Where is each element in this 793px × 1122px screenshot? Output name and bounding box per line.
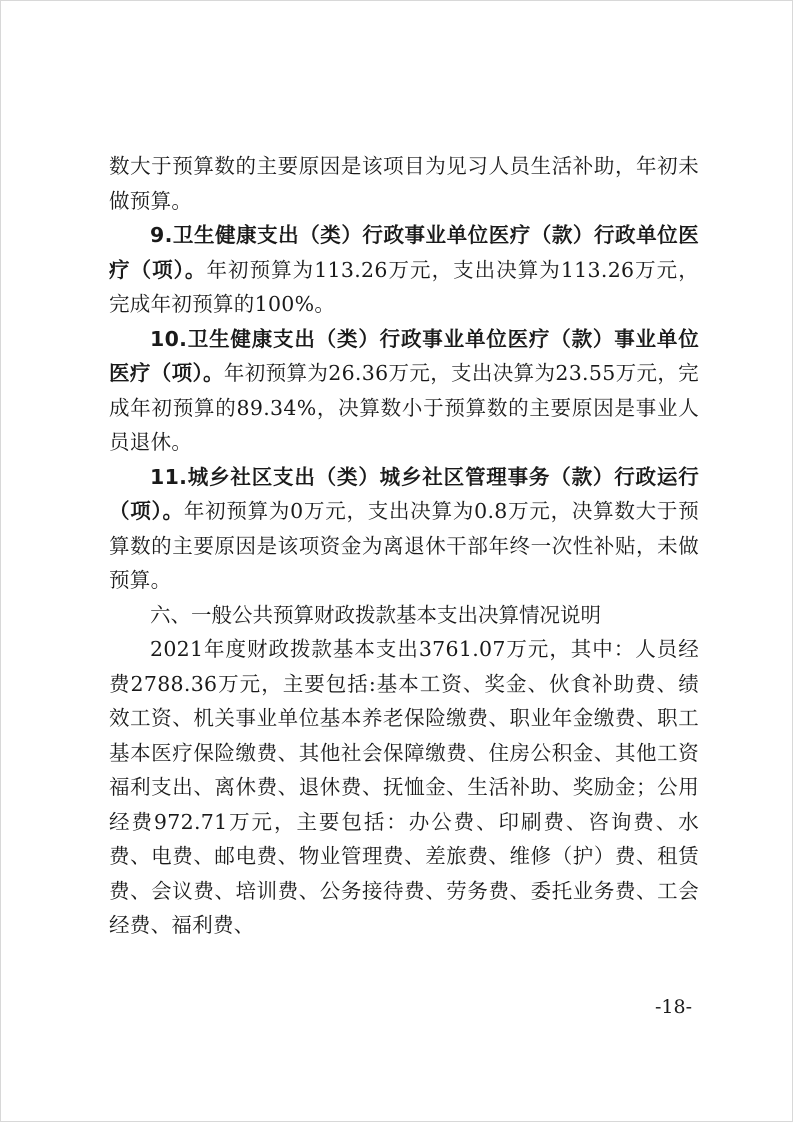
item-10-body: 年初预算为26.36万元，支出决算为23.55万元，完成年初预算的89.34%，决算数小于预算数的主要原因是事业人员退休。 xyxy=(109,361,699,454)
item-10-title: 10.卫生健康支出（类）行政事业单位医疗（款）事业单位医疗（项）。 xyxy=(109,326,699,385)
item-10-paragraph xyxy=(109,322,699,460)
section-6-heading: 六、一般公共预算财政拨款基本支出决算情况说明 xyxy=(150,602,601,627)
item-9-title: 9.卫生健康支出（类）行政事业单位医疗（款）行政单位医疗（项）。 xyxy=(109,223,699,282)
page-content xyxy=(109,149,699,943)
item-11-paragraph xyxy=(109,460,699,598)
item-9-body: 年初预算为113.26万元，支出决算为113.26万元，完成年初预算的100%。 xyxy=(109,257,700,316)
section-6-body: 2021年度财政拨款基本支出3761.07万元，其中：人员经费2788.36万元，主要包括:基本工资、奖金、伙食补助费、绩效工资、机关事业单位基本养老保险缴费、职业年金缴费、职工基本医疗保险缴费、其他社会保障缴费、住房公积金、其他工资福利支出、离休费、退休费、抚恤金、生活补助、奖励金；公用经费972.71万元，主要包括：办公费、印刷费、咨询费、水费、电费、邮电费、物业管理费、差旅费、维修（护）费、租赁费、会议费、培训费、公务接待费、劳务费、委托业务费、工会经费、福利费、 xyxy=(109,637,699,937)
item-11-title: 11.城乡社区支出（类）城乡社区管理事务（款）行政运行（项）。 xyxy=(109,464,699,523)
page-number: -18- xyxy=(654,996,692,1018)
item-9-paragraph xyxy=(109,218,699,322)
item-11-body: 年初预算为0万元，支出决算为0.8万元，决算数大于预算数的主要原因是该项资金为离退休干部年终一次性补贴，未做预算。 xyxy=(109,499,699,592)
continuation-paragraph: 数大于预算数的主要原因是该项目为见习人员生活补助，年初未做预算。 xyxy=(109,154,699,213)
